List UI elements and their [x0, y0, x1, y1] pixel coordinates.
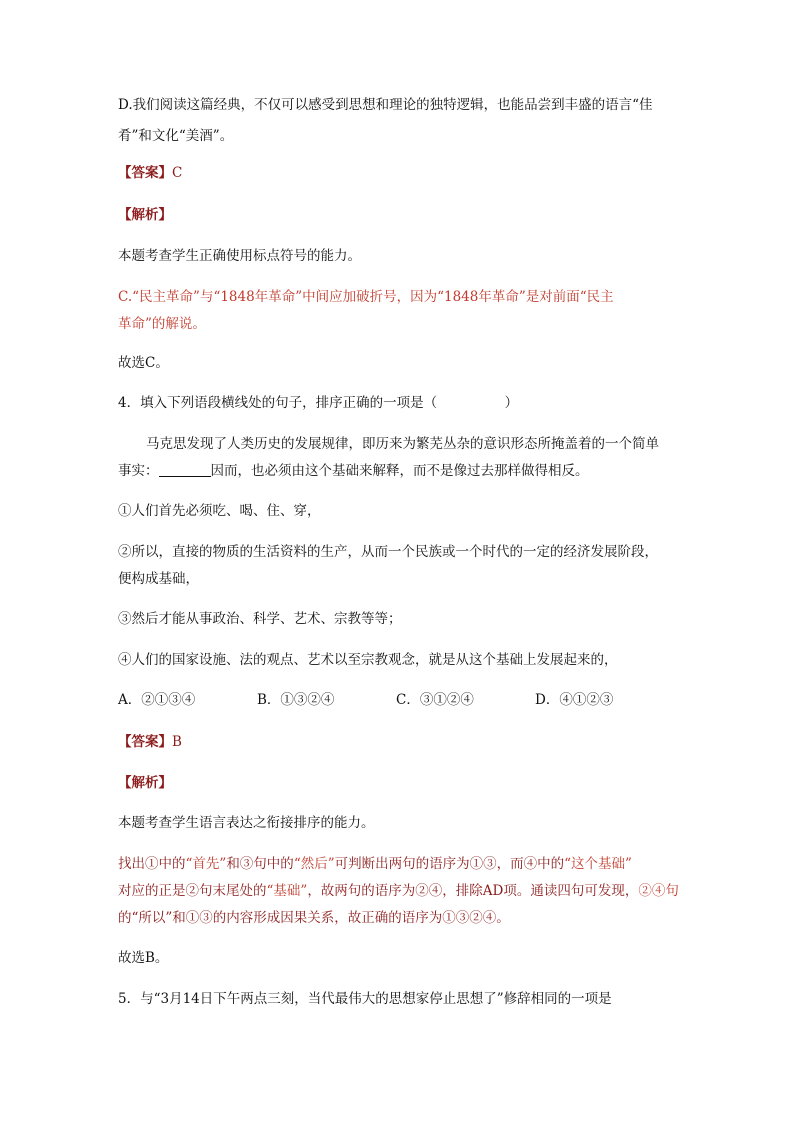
- q4-item-2-line2: 便构成基础，: [118, 571, 199, 587]
- q4-explanation-line3: 的“所以”和①③的内容形成因果关系，故正确的语序为①③②④。: [118, 910, 510, 926]
- answer-value: B: [172, 734, 182, 750]
- option-c: C．③①②④: [396, 692, 474, 708]
- q4-passage-line1: 马克思发现了人类历史的发展规律，即历来为繁芜丛杂的意识形态所掩盖着的一个简单: [146, 436, 659, 452]
- answer-label: 【答案】: [118, 165, 172, 181]
- q4-item-1: ①人们首先必须吃、喝、住、穿，: [118, 503, 321, 519]
- explanation-highlight: “基础”: [266, 883, 308, 899]
- q3-conclusion: 故选C。: [118, 355, 169, 371]
- passage-text-after-blank: 因而，也必须由这个基础来解释，而不是像过去那样做得相反。: [210, 463, 589, 479]
- q4-item-4: ④人们的国家设施、法的观点、艺术以至宗教观念，就是从这个基础上发展起来的，: [118, 652, 618, 668]
- explanation-text: 找出①中的: [118, 856, 186, 872]
- passage-text-before-blank: 事实：: [118, 463, 159, 479]
- fill-blank: [159, 462, 211, 477]
- q4-analysis-text: 本题考查学生语言表达之衔接排序的能力。: [118, 815, 375, 831]
- q3-analysis-text: 本题考查学生正确使用标点符号的能力。: [118, 248, 361, 264]
- option-d: D．④①②③: [535, 692, 614, 708]
- explanation-highlight: “首先”: [185, 856, 227, 872]
- q3-option-d-line2: 肴”和文化“美酒”。: [118, 128, 234, 144]
- explanation-text: 对应的正是②句末尾处的: [118, 883, 267, 899]
- q3-explanation-line2: 革命”的解说。: [118, 316, 206, 332]
- q4-explanation-line2: [118, 881, 679, 901]
- q4-item-3: ③然后才能从事政治、科学、艺术、宗教等等；: [118, 611, 402, 627]
- q5-question: 5．与“3月14日下午两点三刻，当代最伟大的思想家停止思想了”修辞相同的一项是: [118, 991, 612, 1007]
- q4-options: [118, 690, 613, 710]
- q4-passage-line2: [118, 461, 589, 481]
- q3-option-d-line1: D.我们阅读这篇经典，不仅可以感受到思想和理论的独特逻辑，也能品尝到丰盛的语言“佳: [118, 97, 653, 113]
- q4-conclusion: 故选B。: [118, 950, 169, 966]
- explanation-highlight: ②④句: [638, 883, 679, 899]
- q4-answer: [118, 732, 182, 752]
- q4-question: 4．填入下列语段横线处的句子，排序正确的一项是（ ）: [118, 395, 519, 411]
- q3-answer: [118, 163, 182, 183]
- explanation-highlight: “然后”: [293, 856, 335, 872]
- explanation-text: 和③句中的: [226, 856, 294, 872]
- answer-label: 【答案】: [118, 734, 172, 750]
- q3-explanation-line1: C.“民主革命”与“1848年革命”中间应加破折号，因为“1848年革命”是对前面“民主: [118, 289, 614, 305]
- q4-analysis-label: 【解析】: [118, 775, 172, 791]
- q4-explanation-line1: [118, 854, 632, 874]
- explanation-text: 可判断出两句的语序为①③，而④中的: [334, 856, 565, 872]
- option-a: A．②①③④: [118, 692, 196, 708]
- answer-value: C: [172, 165, 183, 181]
- explanation-highlight: “这个基础”: [564, 856, 632, 872]
- option-b: B．①③②④: [257, 692, 335, 708]
- explanation-text: ，故两句的语序为②④，排除AD项。通读四句可发现，: [307, 883, 639, 899]
- q4-item-2-line1: ②所以，直接的物质的生活资料的生产，从而一个民族或一个时代的一定的经济发展阶段，: [118, 544, 658, 560]
- q3-analysis-label: 【解析】: [118, 207, 172, 223]
